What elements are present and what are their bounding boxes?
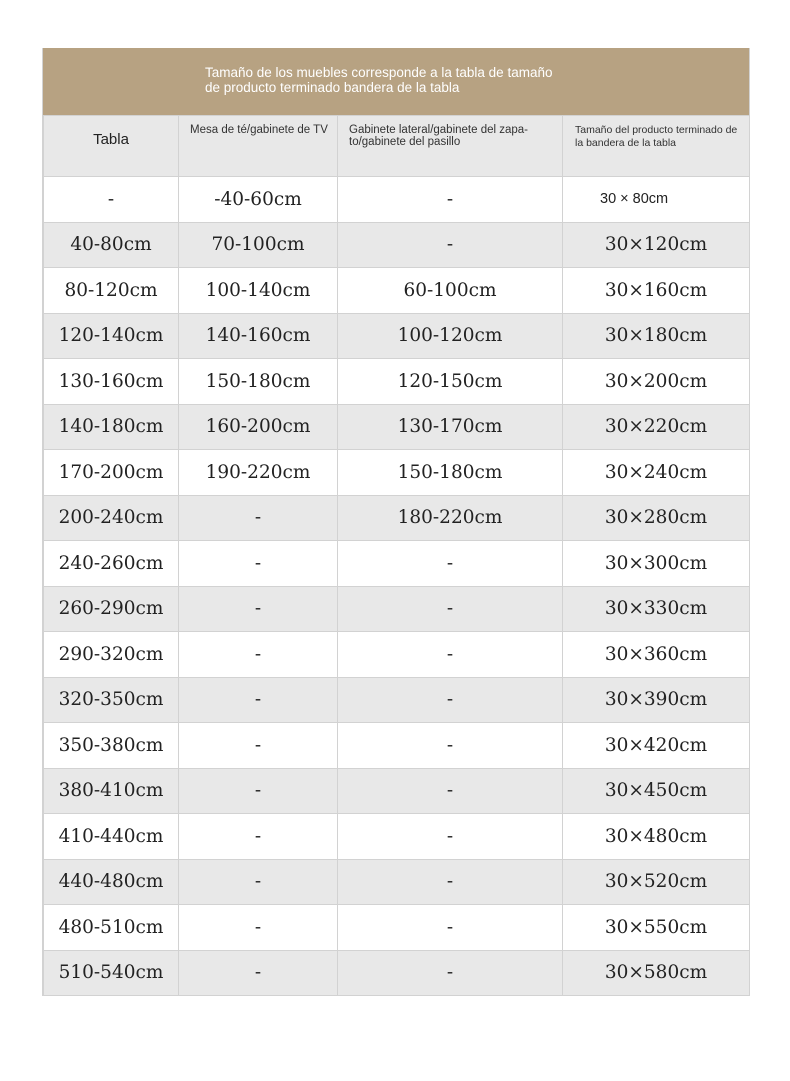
tea-table-size-cell: - — [179, 905, 338, 951]
table-size-cell: 120-140cm — [44, 313, 179, 359]
table-size-cell: 480-510cm — [44, 905, 179, 951]
side-cabinet-size-cell: - — [338, 177, 563, 223]
flag-size-cell: 30 × 80cm — [563, 177, 750, 223]
side-cabinet-size-cell: - — [338, 723, 563, 769]
header-side-cabinet: Gabinete lateral/gabinete del zapa-to/gabinete del pasillo — [338, 116, 563, 177]
side-cabinet-size-cell: 150-180cm — [338, 450, 563, 496]
flag-size-cell: 30×360cm — [563, 632, 750, 678]
table-row — [44, 905, 750, 951]
flag-size-cell: 30×280cm — [563, 495, 750, 541]
side-cabinet-size-cell: 100-120cm — [338, 313, 563, 359]
flag-size-cell: 30×120cm — [563, 222, 750, 268]
header-table: Tabla — [44, 116, 179, 177]
header-flag-size: Tamaño del producto terminado de la bandera de la tabla — [563, 116, 750, 177]
table-size-cell: 170-200cm — [44, 450, 179, 496]
side-cabinet-size-cell: - — [338, 632, 563, 678]
tea-table-size-cell: - — [179, 768, 338, 814]
table-size-cell: 140-180cm — [44, 404, 179, 450]
table-size-cell: 510-540cm — [44, 950, 179, 996]
table-row — [44, 586, 750, 632]
side-cabinet-size-cell: - — [338, 677, 563, 723]
side-cabinet-size-cell: 180-220cm — [338, 495, 563, 541]
table-row — [44, 404, 750, 450]
table-size-cell: 80-120cm — [44, 268, 179, 314]
tea-table-size-cell: 140-160cm — [179, 313, 338, 359]
table-row — [44, 814, 750, 860]
table-size-cell: 440-480cm — [44, 859, 179, 905]
table-size-cell: 130-160cm — [44, 359, 179, 405]
table-size-cell: 40-80cm — [44, 222, 179, 268]
table-size-cell: 320-350cm — [44, 677, 179, 723]
side-cabinet-size-cell: - — [338, 768, 563, 814]
table-size-cell: 350-380cm — [44, 723, 179, 769]
side-cabinet-size-cell: 120-150cm — [338, 359, 563, 405]
table-row — [44, 632, 750, 678]
flag-size-cell: 30×550cm — [563, 905, 750, 951]
size-table — [43, 115, 750, 996]
table-row — [44, 359, 750, 405]
table-row — [44, 222, 750, 268]
header-row — [44, 116, 750, 177]
side-cabinet-size-cell: 60-100cm — [338, 268, 563, 314]
side-cabinet-size-cell: - — [338, 222, 563, 268]
side-cabinet-size-cell: - — [338, 541, 563, 587]
flag-size-cell: 30×220cm — [563, 404, 750, 450]
tea-table-size-cell: - — [179, 541, 338, 587]
table-row — [44, 768, 750, 814]
banner-line-1: Tamaño de los muebles corresponde a la tabla de tamaño — [205, 65, 553, 80]
size-chart — [42, 48, 750, 996]
flag-size-cell: 30×240cm — [563, 450, 750, 496]
side-cabinet-size-cell: - — [338, 905, 563, 951]
tea-table-size-cell: 70-100cm — [179, 222, 338, 268]
table-size-cell: 290-320cm — [44, 632, 179, 678]
table-row — [44, 677, 750, 723]
flag-size-cell: 30×520cm — [563, 859, 750, 905]
tea-table-size-cell: - — [179, 495, 338, 541]
tea-table-size-cell: 190-220cm — [179, 450, 338, 496]
tea-table-size-cell: 150-180cm — [179, 359, 338, 405]
table-size-cell: 410-440cm — [44, 814, 179, 860]
tea-table-size-cell: - — [179, 586, 338, 632]
table-size-cell: 240-260cm — [44, 541, 179, 587]
flag-size-cell: 30×180cm — [563, 313, 750, 359]
side-cabinet-size-cell: - — [338, 950, 563, 996]
tea-table-size-cell: 100-140cm — [179, 268, 338, 314]
table-row — [44, 177, 750, 223]
tea-table-size-cell: 160-200cm — [179, 404, 338, 450]
table-row — [44, 268, 750, 314]
flag-size-cell: 30×300cm — [563, 541, 750, 587]
header-tea-table-tv-cabinet: Mesa de té/gabinete de TV — [179, 116, 338, 177]
flag-size-cell: 30×580cm — [563, 950, 750, 996]
side-cabinet-size-cell: - — [338, 859, 563, 905]
tea-table-size-cell: - — [179, 950, 338, 996]
tea-table-size-cell: - — [179, 632, 338, 678]
tea-table-size-cell: - — [179, 677, 338, 723]
table-row — [44, 950, 750, 996]
table-size-cell: 380-410cm — [44, 768, 179, 814]
flag-size-cell: 30×390cm — [563, 677, 750, 723]
table-row — [44, 313, 750, 359]
flag-size-cell: 30×480cm — [563, 814, 750, 860]
flag-size-cell: 30×330cm — [563, 586, 750, 632]
banner-line-2: de producto terminado bandera de la tabla — [205, 80, 460, 95]
table-size-cell: - — [44, 177, 179, 223]
tea-table-size-cell: - — [179, 814, 338, 860]
flag-size-cell: 30×160cm — [563, 268, 750, 314]
flag-size-cell: 30×200cm — [563, 359, 750, 405]
flag-size-cell: 30×420cm — [563, 723, 750, 769]
table-row — [44, 450, 750, 496]
table-size-cell: 200-240cm — [44, 495, 179, 541]
table-size-cell: 260-290cm — [44, 586, 179, 632]
side-cabinet-size-cell: - — [338, 586, 563, 632]
table-row — [44, 495, 750, 541]
side-cabinet-size-cell: - — [338, 814, 563, 860]
table-row — [44, 859, 750, 905]
table-row — [44, 723, 750, 769]
side-cabinet-size-cell: 130-170cm — [338, 404, 563, 450]
tea-table-size-cell: - — [179, 859, 338, 905]
table-row — [44, 541, 750, 587]
banner-title — [43, 48, 749, 115]
tea-table-size-cell: -40-60cm — [179, 177, 338, 223]
tea-table-size-cell: - — [179, 723, 338, 769]
flag-size-cell: 30×450cm — [563, 768, 750, 814]
